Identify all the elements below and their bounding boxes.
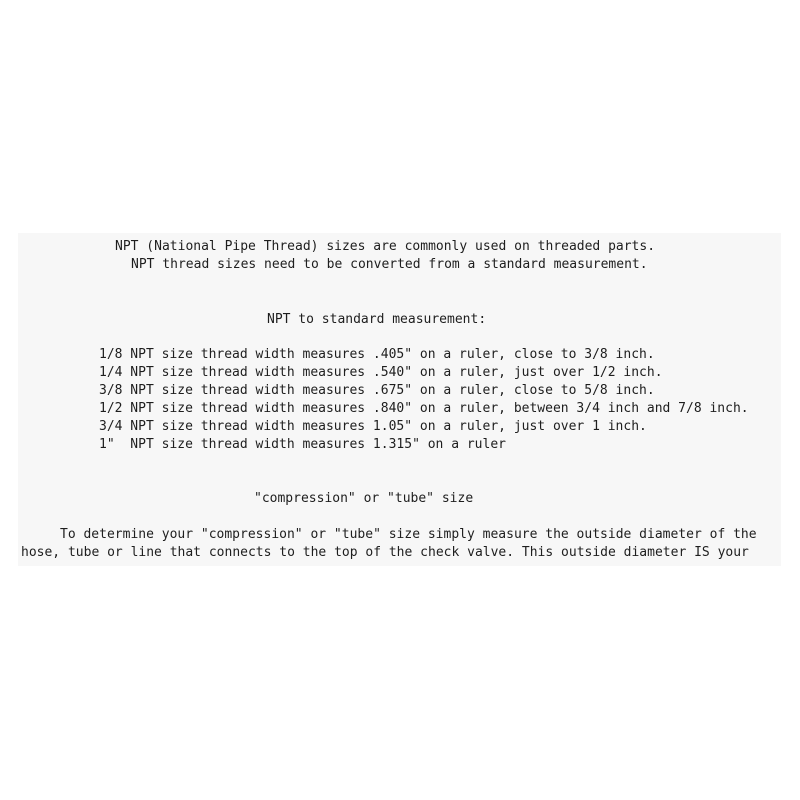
npt-row: 1" NPT size thread width measures 1.315" on a ruler [99,437,506,452]
intro-line-1: NPT (National Pipe Thread) sizes are commonly used on threaded parts. [115,239,656,254]
compression-paragraph-line-1: To determine your "compression" or "tube" size simply measure the outside diameter of the [60,527,757,542]
compression-paragraph-line-2: hose, tube or line that connects to the top of the check valve. This outside diameter IS your [21,545,749,560]
npt-row: 1/8 NPT size thread width measures .405" on a ruler, close to 3/8 inch. [99,347,655,362]
npt-heading: NPT to standard measurement: [267,312,487,327]
compression-heading: "compression" or "tube" size [254,491,474,506]
npt-row: 3/8 NPT size thread width measures .675" on a ruler, close to 5/8 inch. [99,383,655,398]
document-panel [18,233,781,566]
intro-line-2: NPT thread sizes need to be converted from a standard measurement. [131,257,648,272]
npt-row: 3/4 NPT size thread width measures 1.05" on a ruler, just over 1 inch. [99,419,647,434]
npt-row: 1/2 NPT size thread width measures .840" on a ruler, between 3/4 inch and 7/8 inch. [99,401,749,416]
npt-row: 1/4 NPT size thread width measures .540" on a ruler, just over 1/2 inch. [99,365,663,380]
